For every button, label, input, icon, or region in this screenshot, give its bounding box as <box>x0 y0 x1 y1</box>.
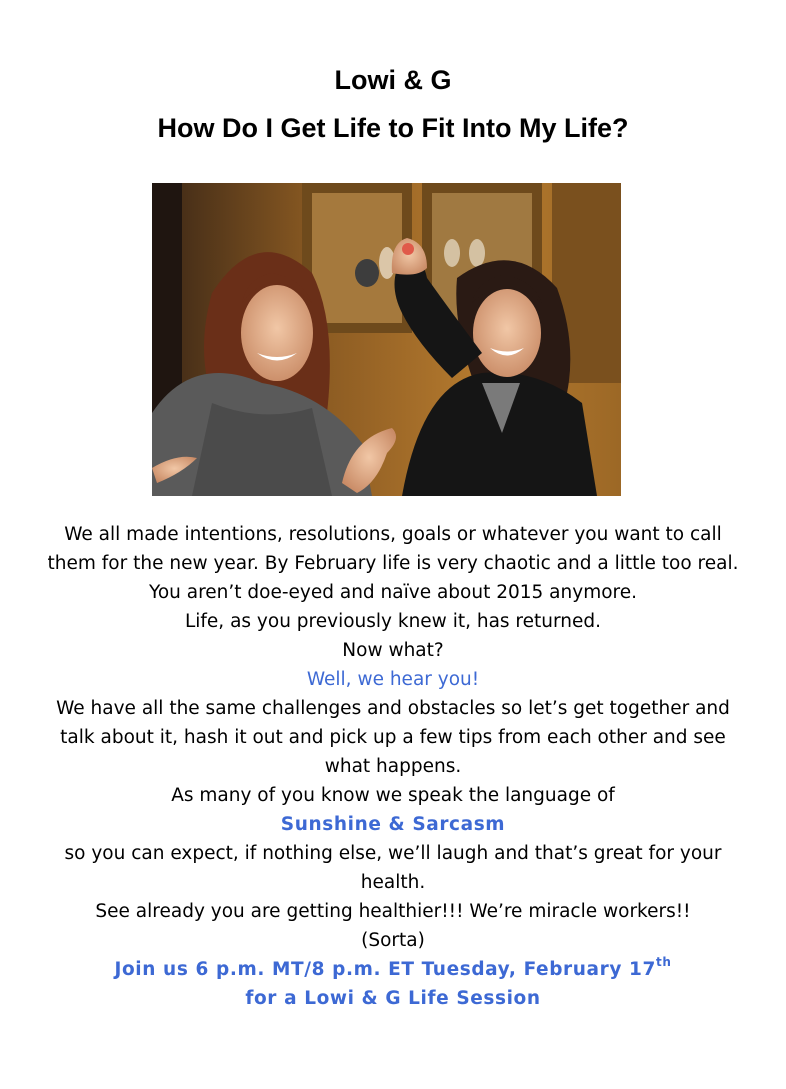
call-to-action-session: for a Lowi & G Life Session <box>245 988 541 1009</box>
paragraph-challenges: We have all the same challenges and obstacles so let’s get together and talk about it, hash it out and pick up a few tips from each other and see what happens. <box>56 698 730 777</box>
paragraph-language: As many of you know we speak the language of <box>171 785 615 806</box>
page-title: Lowi & G <box>334 65 452 95</box>
paragraph-2015: You aren’t doe-eyed and naïve about 2015 anymore. <box>148 582 637 603</box>
paragraph-we-hear-you: Well, we hear you! <box>306 669 480 690</box>
paragraph-life-returned: Life, as you previously knew it, has returned. <box>184 611 602 632</box>
paragraph-intro: We all made intentions, resolutions, goals or whatever you want to call them for the new year. By February life is very chaotic and a little too real. <box>47 524 739 574</box>
paragraph-sorta: (Sorta) <box>361 930 425 951</box>
paragraph-now-what: Now what? <box>342 640 444 661</box>
paragraph-laugh: so you can expect, if nothing else, we’ll laugh and that’s great for your health. <box>64 843 722 893</box>
paragraph-sunshine-sarcasm: Sunshine & Sarcasm <box>280 814 506 835</box>
paragraph-miracle-workers: See already you are getting healthier!!! We’re miracle workers!! <box>95 901 691 922</box>
call-to-action-date <box>40 955 746 984</box>
page-subtitle: How Do I Get Life to Fit Into My Life? <box>157 113 629 143</box>
cta-date-text: Join us 6 p.m. MT/8 p.m. ET Tuesday, February 17 <box>114 959 656 980</box>
body-text <box>40 520 746 1013</box>
cta-date-ordinal: th <box>656 955 672 969</box>
photo-two-women-laughing <box>152 183 621 496</box>
